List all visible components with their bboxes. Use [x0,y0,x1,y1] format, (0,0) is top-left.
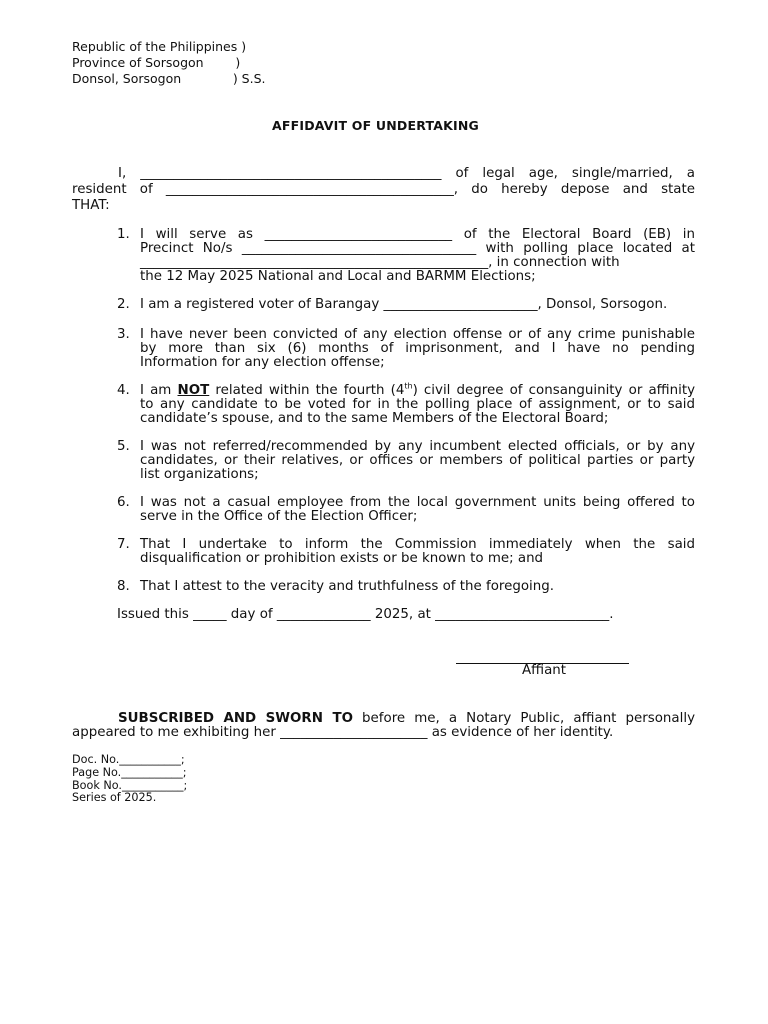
intro-line-3: THAT: [72,198,110,213]
venue-line-country: Republic of the Philippines ) [72,39,247,54]
not-emphasis: NOT [177,383,210,398]
venue-line-municipality: Donsol, Sorsogon ) S.S. [72,71,266,86]
intro-line-1: I, _____________________________________________ of legal age, single/married, a [118,166,696,181]
item-number: 4. [117,383,130,398]
jurat-heading: SUBSCRIBED AND SWORN TO [118,711,353,726]
doc-number: Doc. No.___________; [72,753,185,766]
intro-line-2: resident of ___________________________________________, do hereby depose and state [72,182,695,197]
book-number: Book No.___________; [72,778,188,792]
jurat-paragraph: SUBSCRIBED AND SWORN TO before me, a Notary Public, affiant personally appeared to me exhibiting her ______________________ as evidence of her identity. [72,711,695,740]
item-number: 8. [117,579,130,594]
document-title: AFFIDAVIT OF UNDERTAKING [272,118,480,133]
item-number: 6. [117,495,130,510]
item-number: 1. [117,227,130,242]
issued-line: Issued this _____ day of ______________ 2025, at __________________________. [117,607,614,622]
venue-line-province: Province of Sorsogon ) [72,55,241,70]
affiant-label: Affiant [522,663,567,678]
name-blank: _____________________________________________ [140,166,442,181]
item-number: 3. [117,327,130,342]
residence-blank: ___________________________________________ [165,182,454,197]
notary-entries [72,754,187,805]
item-number: 7. [117,537,130,552]
affidavit-page: Republic of the Philippines ) Province of Sorsogon ) Donsol, Sorsogon ) S.S. AFFIDAVIT OF UNDERTAKING I, _____________________________________________ of legal age, single/married, a resident of ___________________________________________, do hereby depose and state THAT: 1. I will serve as ____________________________ of the Electoral Board (EB) in Precinct No/s ___________________________________ with polling place located at ____________________________________________________, in connection with the 12 May 2025 National and Local and BARMM Elections; 2. I am a registered voter of Barangay _______________________, Donsol, Sorsogon. 3. I have never been convicted of any election offense or of any crime punishable by more than six (6) months of imprisonment, and I have no pending Information for any election offense; 4. I am NOT related within the fourth (4th) civil degree of consanguinity or affinity to any candidate to be voted for in the polling place of assignment, or to said candidate’s spouse, and to the same Members of the Electoral Board; 5. I was not referred/recommended by any incumbent elected officials, or by any candidates, or their relatives, or offices or members of political parties or party list organizations; 6. I was not a casual employee from the local government units being offered to serve in the Office of the Election Officer; 7. That I undertake to inform the Commission immediately when the said disqualification or prohibition exists or be known to me; and 8. That I attest to the veracity and truthfulness of the foregoing. Issued this _____ day of ______________ 2025, at __________________________. Affiant SUBSCRIBED AND SWORN TO before me, a Notary Public, affiant personally appeared to me exhibiting her ______________________ as evidence of her identity. Doc. No.___________; Page No.___________; Book No.___________; Series of 2025. [72,39,696,805]
page-number: Page No.___________; [72,765,187,779]
item-number: 5. [117,439,130,454]
series-year: Series of 2025. [72,791,157,805]
item-number: 2. [117,297,130,312]
intro-paragraph [72,167,695,213]
